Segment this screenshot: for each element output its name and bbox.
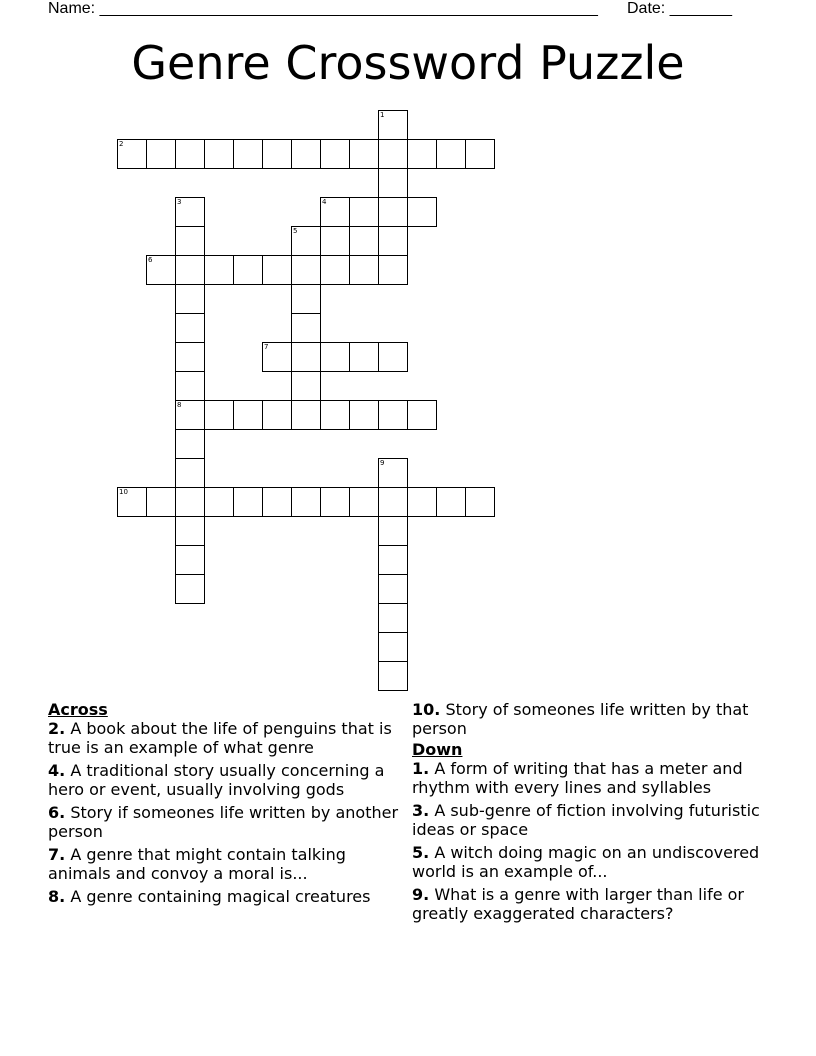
- crossword-cell[interactable]: [175, 458, 205, 488]
- crossword-cell[interactable]: [378, 110, 408, 140]
- crossword-cell[interactable]: [378, 400, 408, 430]
- crossword-cell[interactable]: [465, 487, 495, 517]
- crossword-cell[interactable]: [436, 487, 466, 517]
- crossword-cell[interactable]: [291, 139, 321, 169]
- crossword-cell[interactable]: [204, 487, 234, 517]
- crossword-cell[interactable]: [175, 487, 205, 517]
- crossword-cell[interactable]: [175, 400, 205, 430]
- name-field[interactable]: Name: ________________________________________________________: [48, 0, 598, 17]
- crossword-cell[interactable]: [117, 487, 147, 517]
- crossword-cell[interactable]: [175, 139, 205, 169]
- crossword-cell[interactable]: [378, 226, 408, 256]
- crossword-cell[interactable]: [262, 400, 292, 430]
- crossword-cell[interactable]: [407, 400, 437, 430]
- clue-number-label: 2: [119, 140, 124, 148]
- clue-number-label: 10: [119, 488, 128, 496]
- clue-text: Story of someones life written by that person: [412, 700, 749, 738]
- crossword-cell[interactable]: [146, 255, 176, 285]
- crossword-cell[interactable]: [175, 342, 205, 372]
- crossword-cell[interactable]: [349, 400, 379, 430]
- clue-number-label: 5: [293, 227, 298, 235]
- clue-number: 9.: [412, 885, 430, 904]
- clue-number: 4.: [48, 761, 66, 780]
- crossword-cell[interactable]: [262, 487, 292, 517]
- crossword-cell[interactable]: [291, 226, 321, 256]
- clue-text: A genre that might contain talking animals and convoy a moral is...: [48, 845, 346, 883]
- crossword-cell[interactable]: [320, 342, 350, 372]
- crossword-cell[interactable]: [378, 487, 408, 517]
- crossword-cell[interactable]: [233, 255, 263, 285]
- crossword-cell[interactable]: [320, 139, 350, 169]
- clue-number: 5.: [412, 843, 430, 862]
- crossword-cell[interactable]: [378, 632, 408, 662]
- crossword-cell[interactable]: [349, 226, 379, 256]
- clue-number-label: 3: [177, 198, 182, 206]
- clue-down-5: [412, 843, 772, 881]
- clue-text: A book about the life of penguins that is true is an example of what genre: [48, 719, 392, 757]
- clue-text: Story if someones life written by another person: [48, 803, 399, 841]
- crossword-cell[interactable]: [349, 342, 379, 372]
- crossword-cell[interactable]: [175, 429, 205, 459]
- crossword-cell[interactable]: [378, 516, 408, 546]
- crossword-cell[interactable]: [291, 255, 321, 285]
- crossword-cell[interactable]: [349, 255, 379, 285]
- crossword-cell[interactable]: [146, 139, 176, 169]
- crossword-cell[interactable]: [175, 313, 205, 343]
- crossword-cell[interactable]: [146, 487, 176, 517]
- clue-number: 8.: [48, 887, 66, 906]
- crossword-cell[interactable]: [175, 371, 205, 401]
- crossword-cell[interactable]: [291, 284, 321, 314]
- crossword-cell[interactable]: [175, 255, 205, 285]
- clue-down-9: [412, 885, 772, 923]
- crossword-cell[interactable]: [349, 487, 379, 517]
- clues-right-column: [412, 700, 772, 927]
- clue-text: A form of writing that has a meter and rhythm with every lines and syllables: [412, 759, 743, 797]
- crossword-cell[interactable]: [320, 226, 350, 256]
- clue-number: 1.: [412, 759, 430, 778]
- crossword-cell[interactable]: [378, 197, 408, 227]
- down-heading: Down: [412, 740, 463, 759]
- clue-number: 3.: [412, 801, 430, 820]
- clue-text: What is a genre with larger than life or greatly exaggerated characters?: [412, 885, 744, 923]
- crossword-cell[interactable]: [378, 458, 408, 488]
- crossword-cell[interactable]: [233, 487, 263, 517]
- page-title: Genre Crossword Puzzle: [131, 36, 685, 90]
- crossword-cell[interactable]: [175, 574, 205, 604]
- crossword-cell[interactable]: [175, 545, 205, 575]
- clue-down-1: [412, 759, 772, 797]
- crossword-cell[interactable]: [407, 487, 437, 517]
- crossword-cell[interactable]: [378, 255, 408, 285]
- clue-number: 10.: [412, 700, 441, 719]
- crossword-cell[interactable]: [262, 342, 292, 372]
- crossword-cell[interactable]: [204, 255, 234, 285]
- crossword-cell[interactable]: [320, 400, 350, 430]
- clue-text: A genre containing magical creatures: [70, 887, 371, 906]
- crossword-cell[interactable]: [291, 342, 321, 372]
- clue-number-label: 4: [322, 198, 327, 206]
- crossword-cell[interactable]: [291, 487, 321, 517]
- crossword-cell[interactable]: [262, 139, 292, 169]
- crossword-cell[interactable]: [407, 139, 437, 169]
- clue-number: 2.: [48, 719, 66, 738]
- crossword-cell[interactable]: [465, 139, 495, 169]
- crossword-cell[interactable]: [320, 487, 350, 517]
- crossword-cell[interactable]: [407, 197, 437, 227]
- clue-number-label: 8: [177, 401, 182, 409]
- crossword-cell[interactable]: [378, 603, 408, 633]
- crossword-cell[interactable]: [349, 197, 379, 227]
- clue-across-6: [48, 803, 408, 841]
- crossword-cell[interactable]: [262, 255, 292, 285]
- clue-number-label: 9: [380, 459, 385, 467]
- clue-number-label: 1: [380, 111, 385, 119]
- crossword-cell[interactable]: [436, 139, 466, 169]
- crossword-cell[interactable]: [117, 139, 147, 169]
- crossword-cell[interactable]: [378, 168, 408, 198]
- crossword-cell[interactable]: [349, 139, 379, 169]
- clue-number: 6.: [48, 803, 66, 822]
- crossword-cell[interactable]: [378, 574, 408, 604]
- crossword-cell[interactable]: [378, 342, 408, 372]
- crossword-cell[interactable]: [291, 371, 321, 401]
- date-field[interactable]: Date: _______: [627, 0, 732, 17]
- clue-across-2: [48, 719, 408, 757]
- clue-down-3: [412, 801, 772, 839]
- clue-text: A witch doing magic on an undiscovered world is an example of...: [412, 843, 760, 881]
- clues-left-column: [48, 700, 408, 910]
- clue-number: 7.: [48, 845, 66, 864]
- clue-across-10: [412, 700, 772, 738]
- crossword-cell[interactable]: [320, 197, 350, 227]
- clue-across-8: [48, 887, 408, 906]
- crossword-cell[interactable]: [378, 545, 408, 575]
- crossword-cell[interactable]: [378, 139, 408, 169]
- clue-text: A sub-genre of fiction involving futuristic ideas or space: [412, 801, 760, 839]
- crossword-cell[interactable]: [378, 661, 408, 691]
- crossword-cell[interactable]: [175, 226, 205, 256]
- crossword-cell[interactable]: [204, 139, 234, 169]
- clue-across-7: [48, 845, 408, 883]
- crossword-cell[interactable]: [233, 400, 263, 430]
- clue-across-4: [48, 761, 408, 799]
- crossword-cell[interactable]: [291, 400, 321, 430]
- clue-number-label: 7: [264, 343, 269, 351]
- crossword-cell[interactable]: [320, 255, 350, 285]
- crossword-cell[interactable]: [291, 313, 321, 343]
- clue-text: A traditional story usually concerning a hero or event, usually involving gods: [48, 761, 385, 799]
- clue-number-label: 6: [148, 256, 153, 264]
- crossword-cell[interactable]: [175, 197, 205, 227]
- crossword-cell[interactable]: [175, 284, 205, 314]
- crossword-cell[interactable]: [233, 139, 263, 169]
- crossword-cell[interactable]: [204, 400, 234, 430]
- crossword-cell[interactable]: [175, 516, 205, 546]
- across-heading: Across: [48, 700, 108, 719]
